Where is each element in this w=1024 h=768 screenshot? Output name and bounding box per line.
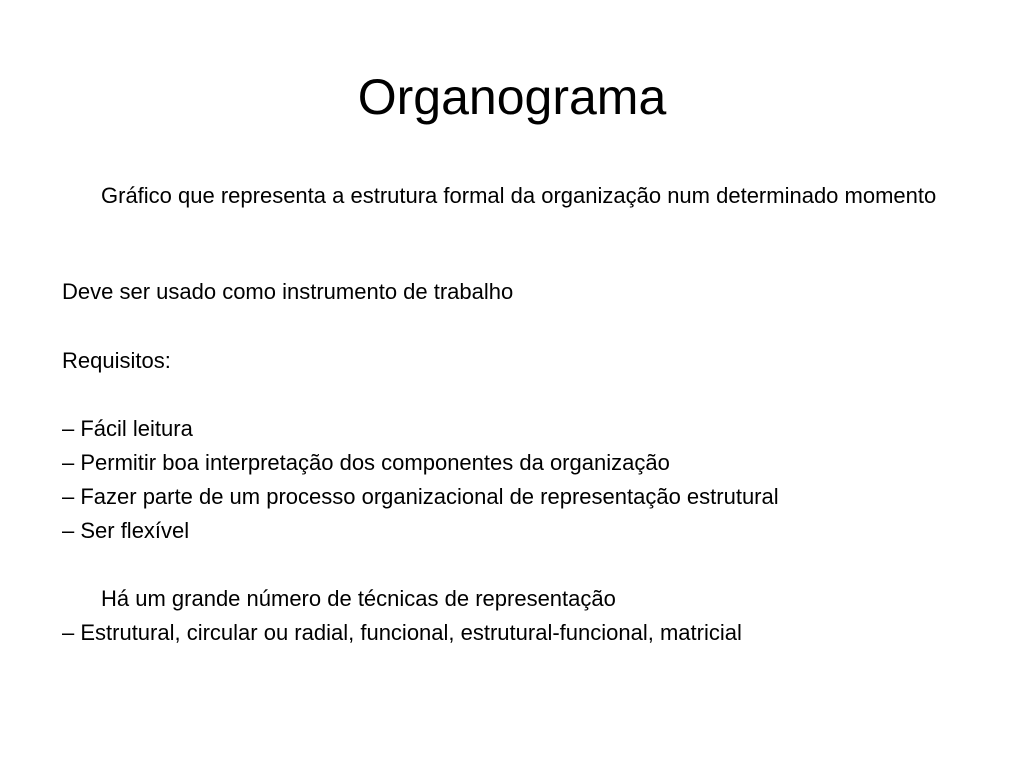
intro-paragraph: Gráfico que representa a estrutura formal da organização num determinado momento [101, 183, 937, 208]
usage-text: Deve ser usado como instrumento de trabalho [62, 279, 514, 304]
requirement-item: – Permitir boa interpretação dos componentes da organização [62, 450, 670, 475]
requirement-item: – Ser flexível [62, 518, 190, 543]
requirement-item: – Fazer parte de um processo organizacional de representação estrutural [62, 484, 779, 509]
requirement-item: – Fácil leitura [62, 416, 193, 441]
requirements-heading: Requisitos: [62, 348, 171, 373]
slide-title: Organograma [357, 69, 667, 125]
techniques-list: – Estrutural, circular ou radial, funcional, estrutural-funcional, matricial [62, 620, 742, 645]
techniques-heading: Há um grande número de técnicas de representação [101, 586, 616, 611]
